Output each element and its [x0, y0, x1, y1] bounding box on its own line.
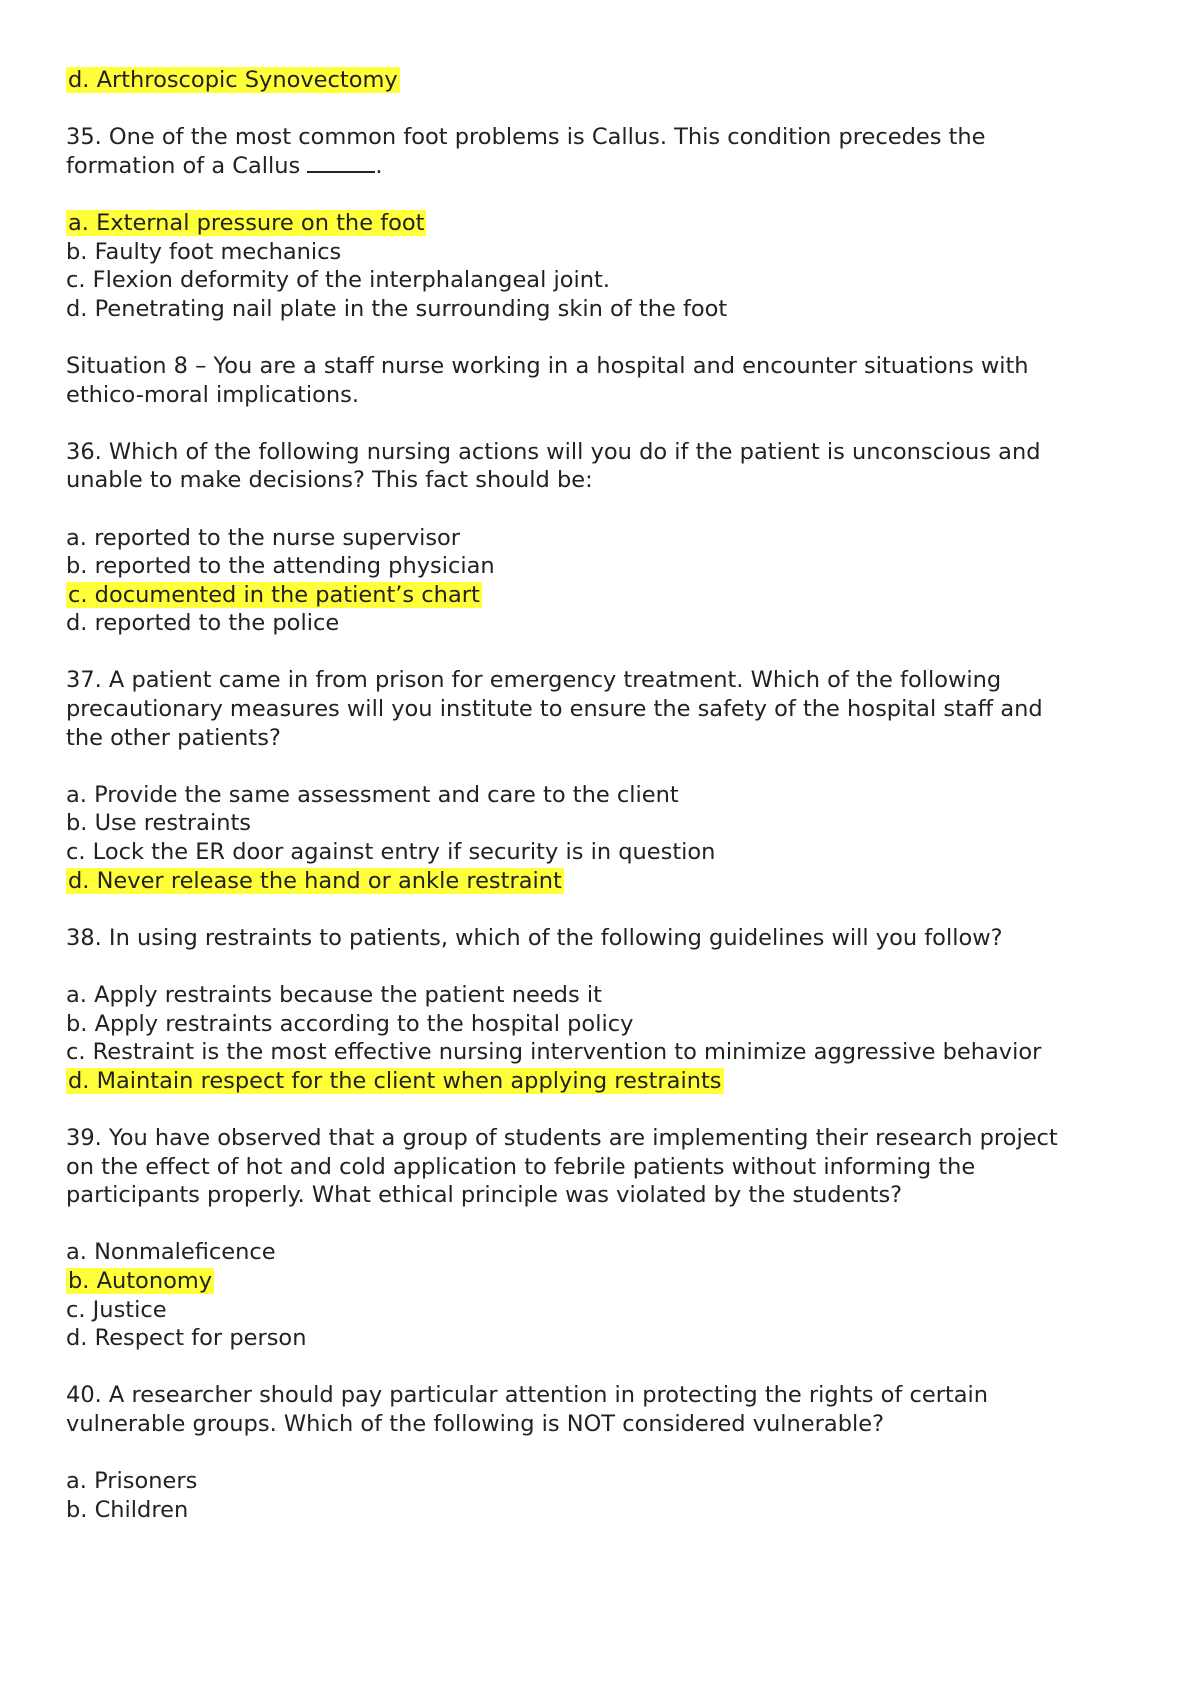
highlighted-answer: b. Autonomy — [68, 1267, 213, 1294]
question-text: 35. One of the most common foot problems is Callus. This condition precedes the — [66, 124, 986, 151]
question-text: the other patients? — [66, 724, 281, 751]
question-text: unable to make decisions? This fact should be: — [66, 467, 593, 494]
option-c: c. Flexion deformity of the interphalangeal joint. — [66, 267, 610, 294]
highlighted-answer: d. Never release the hand or ankle restraint — [68, 867, 562, 894]
situation-text: ethico-moral implications. — [66, 381, 360, 408]
question-39 — [66, 1124, 1146, 1353]
previous-answer-line — [66, 66, 1146, 95]
highlighted-answer: c. documented in the patient’s chart — [68, 581, 480, 608]
option-c: c. Justice — [66, 1296, 167, 1323]
question-38 — [66, 924, 1146, 1096]
question-text: 37. A patient came in from prison for emergency treatment. Which of the following — [66, 667, 1002, 694]
option-b: b. Use restraints — [66, 810, 252, 837]
question-text: 36. Which of the following nursing actions will you do if the patient is unconscious and — [66, 438, 1041, 465]
question-text: vulnerable groups. Which of the following is NOT considered vulnerable? — [66, 1410, 885, 1437]
document-page — [66, 66, 1146, 1524]
question-36 — [66, 438, 1146, 638]
option-b: b. Children — [66, 1496, 189, 1523]
situation-text: Situation 8 – You are a staff nurse working in a hospital and encounter situations with — [66, 352, 1029, 379]
option-c: c. Restraint is the most effective nursing intervention to minimize aggressive behavior — [66, 1039, 1042, 1066]
option-b: b. reported to the attending physician — [66, 553, 495, 580]
question-text: precautionary measures will you institute to ensure the safety of the hospital staff and — [66, 696, 1043, 723]
highlighted-answer: a. External pressure on the foot — [68, 209, 425, 236]
option-b: b. Faulty foot mechanics — [66, 238, 342, 265]
highlighted-answer: d. Maintain respect for the client when applying restraints — [68, 1067, 722, 1094]
option-b — [66, 1267, 1146, 1296]
option-a — [66, 209, 1146, 238]
option-d: d. reported to the police — [66, 610, 340, 637]
option-d: d. Respect for person — [66, 1325, 307, 1352]
option-a: a. Nonmaleficence — [66, 1239, 276, 1266]
fill-in-blank — [307, 153, 375, 173]
question-text: on the effect of hot and cold application to febrile patients without informing the — [66, 1153, 976, 1180]
option-d — [66, 867, 1146, 896]
option-c — [66, 581, 1146, 610]
option-a: a. Apply restraints because the patient needs it — [66, 982, 602, 1008]
question-35 — [66, 123, 1146, 323]
option-d — [66, 1067, 1146, 1096]
question-text: 38. In using restraints to patients, which of the following guidelines will you follow? — [66, 924, 1003, 951]
question-text: participants properly. What ethical principle was violated by the students? — [66, 1182, 903, 1209]
option-b: b. Apply restraints according to the hospital policy — [66, 1010, 634, 1037]
question-text: formation of a Callus . — [66, 152, 383, 179]
option-d: d. Penetrating nail plate in the surrounding skin of the foot — [66, 295, 728, 322]
question-40 — [66, 1381, 1146, 1524]
question-text: 40. A researcher should pay particular attention in protecting the rights of certain — [66, 1382, 989, 1409]
option-c: c. Lock the ER door against entry if security is in question — [66, 839, 716, 866]
option-a: a. Prisoners — [66, 1468, 198, 1495]
highlighted-answer: d. Arthroscopic Synovectomy — [68, 67, 398, 93]
question-37 — [66, 666, 1146, 895]
situation-8 — [66, 352, 1146, 409]
option-a: a. Provide the same assessment and care to the client — [66, 781, 679, 808]
option-a: a. reported to the nurse supervisor — [66, 524, 461, 551]
question-text: 39. You have observed that a group of students are implementing their research project — [66, 1124, 1058, 1151]
